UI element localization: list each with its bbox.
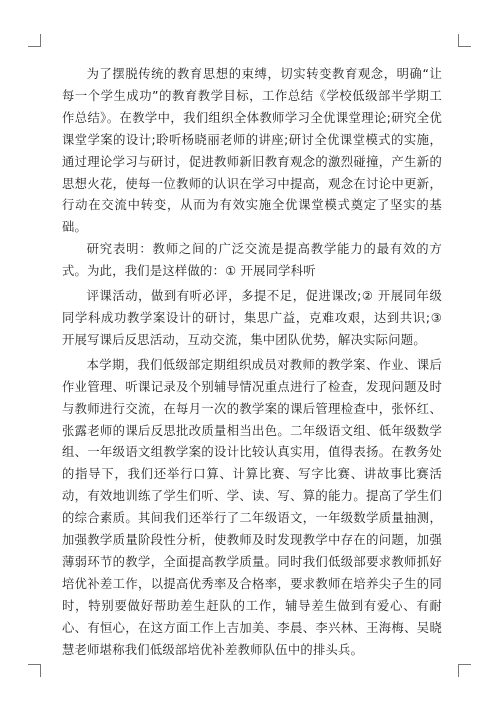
paragraph-research: 研究表明：教师之间的广泛交流是提高教学能力的最有效的方式。为此，我们是这样做的：① 开展同学科听 <box>62 242 442 279</box>
crop-mark-top-right <box>458 34 471 47</box>
crop-mark-bottom-left <box>28 664 41 677</box>
crop-mark-top-left <box>28 34 41 47</box>
paragraph-semester: 本学期，我们低级部定期组织成员对教师的教学案、作业、课后作业管理、听课记录及个别辅导情况重点进行了检查，发现问题及时与教师进行交流，在每月一次的教学案的课后管理检查中，张怀红、张露老师的课后反思批改质量相当出色。二年级语文组、低年级数学组、一年级语文组教学案的设计比较认真实用，值得表扬。在教务处的指导下，我们还举行口算、计算比赛、写字比赛、讲故事比赛活动，有效地训练了学生们听、学、读、写、算的能力。提高了学生们的综合素质。其间我们还举行了二年级语文，一年级数学质量抽测，加强教学质量阶段性分析，使教师及时发现教学中存在的问题，加强薄弱环节的教学，全面提高教学质量。同时我们低级部要求教师抓好培优补差工作，以提高优秀率及合格率，要求教师在培养尖子生的同时，特别要做好帮助差生赶队的工作，辅导差生做到有爱心、有耐心、有恒心，在这方面工作上吉加美、李晨、李兴林、王海梅、吴晓慧老师堪称我们低级部培优补差教师队伍中的排头兵。 <box>62 357 442 657</box>
crop-mark-bottom-right <box>458 664 471 677</box>
paragraph-intro: 为了摆脱传统的教育思想的束缚，切实转变教育观念，明确“让每一个学生成功”的教育教学目标，工作总结《学校低级部半学期工作总结》。在教学中，我们组织全体教师学习全优课堂理论;研究全优课堂学案的设计;聆听杨晓丽老师的讲座;研讨全优课堂模式的实施，通过理论学习与研讨，促进教师新旧教育观念的激烈碰撞，产生新的思想火花，使每一位教师的认识在学习中提高，观念在讨论中更新，行动在交流中转变，从而为有效实施全优课堂模式奠定了坚实的基础。 <box>62 67 442 235</box>
paragraph-activities: 评课活动，做到有听必评，多提不足，促进课改;② 开展同年级同学科成功教学案设计的研讨，集思广益，克难攻艰，达到共识;③ 开展写课后反思活动，互动交流，集中团队优势，解决实际问题。 <box>62 289 442 347</box>
document-body <box>62 64 442 661</box>
